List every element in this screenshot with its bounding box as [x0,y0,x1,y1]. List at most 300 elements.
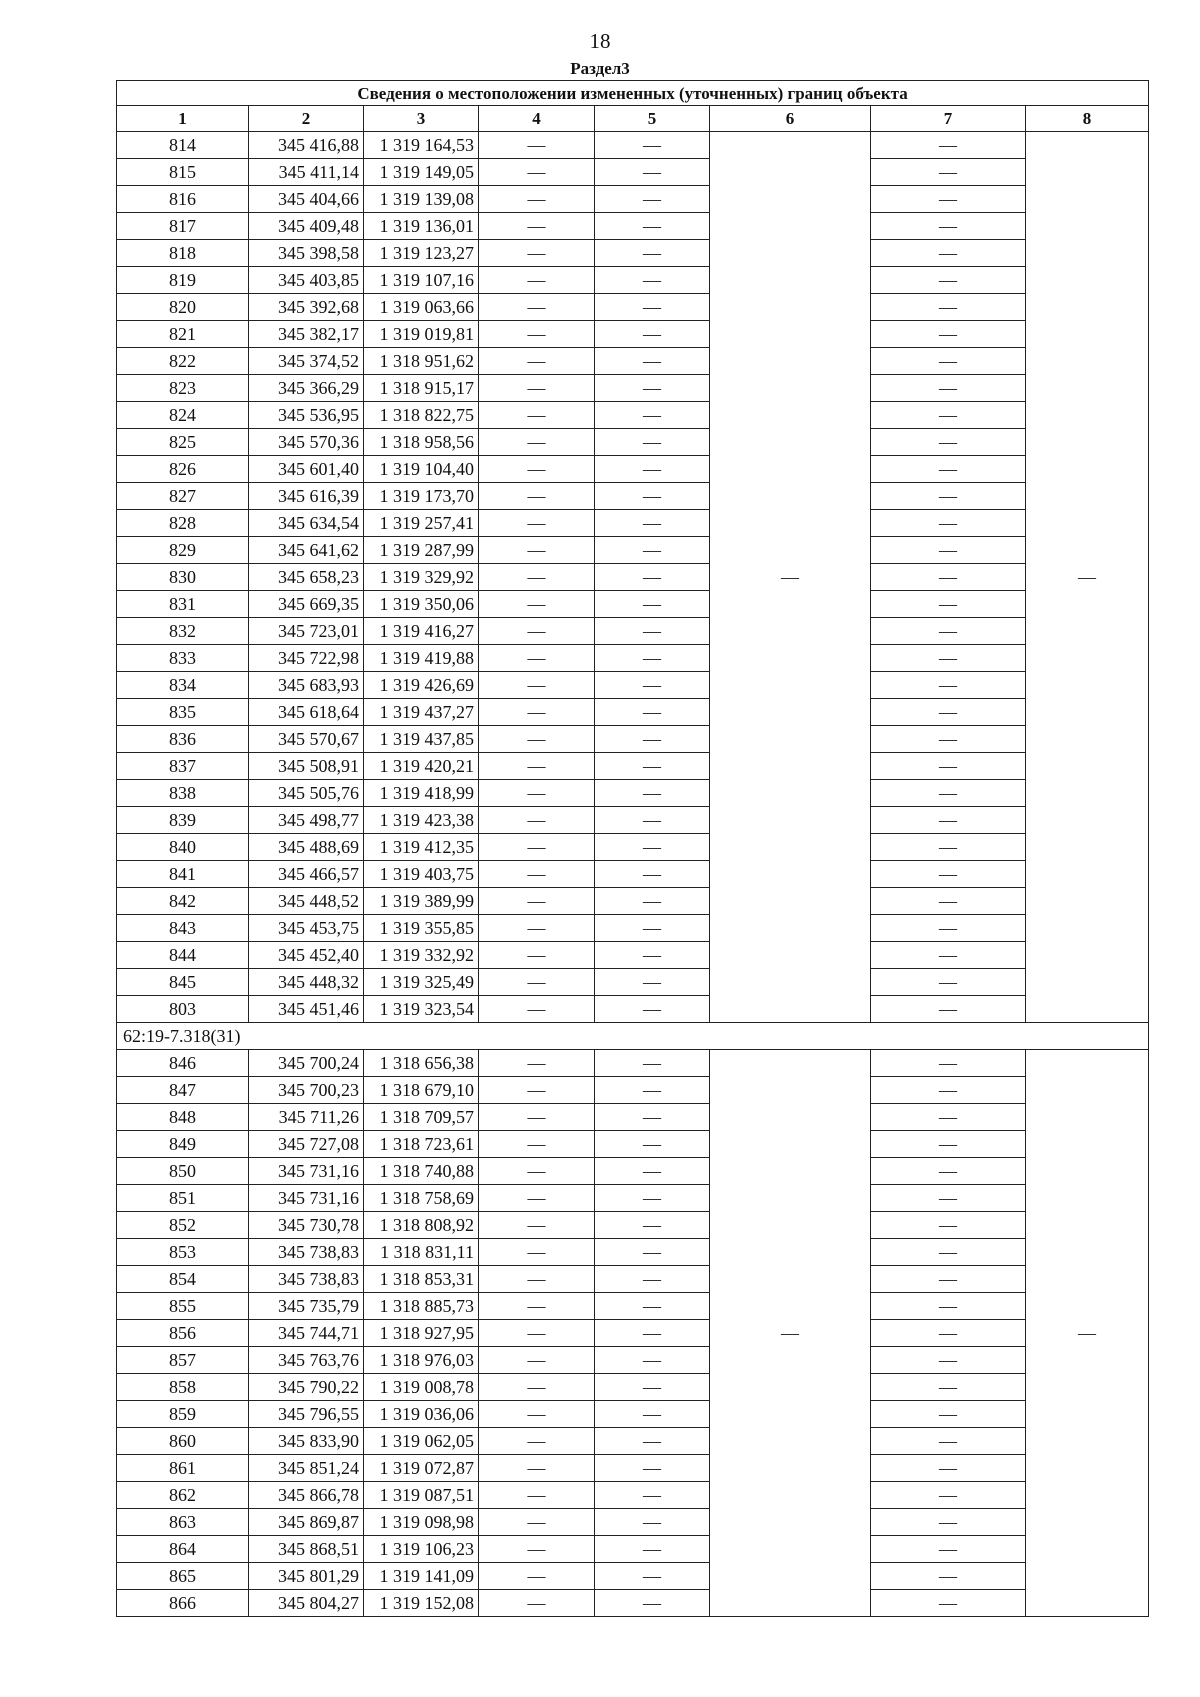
coordinate-x: 345 833,90 [249,1428,364,1455]
col5-value: — [595,942,710,969]
col5-value: — [595,510,710,537]
coordinate-y: 1 319 072,87 [364,1455,479,1482]
col7-value: — [871,1401,1026,1428]
coordinate-y: 1 319 426,69 [364,672,479,699]
coordinate-x: 345 727,08 [249,1131,364,1158]
col5-value: — [595,699,710,726]
table-row [117,240,1149,267]
col5-value: — [595,915,710,942]
col8-merged-value: — [1026,1050,1149,1617]
point-number: 834 [117,672,249,699]
table-row [117,510,1149,537]
col4-value: — [479,348,595,375]
table-row [117,645,1149,672]
coordinate-y: 1 318 853,31 [364,1266,479,1293]
table-row [117,1077,1149,1104]
point-number: 817 [117,213,249,240]
col7-value: — [871,348,1026,375]
coordinate-x: 345 868,51 [249,1536,364,1563]
group-label: 62:19-7.318(31) [117,1023,1149,1050]
col5-value: — [595,213,710,240]
col4-value: — [479,1563,595,1590]
coordinate-x: 345 731,16 [249,1158,364,1185]
column-number: 2 [249,106,364,132]
col5-value: — [595,456,710,483]
col7-value: — [871,1266,1026,1293]
col4-value: — [479,888,595,915]
point-number: 836 [117,726,249,753]
coordinate-x: 345 722,98 [249,645,364,672]
col4-value: — [479,672,595,699]
coordinate-x: 345 570,36 [249,429,364,456]
point-number: 848 [117,1104,249,1131]
col7-value: — [871,726,1026,753]
table-row [117,1347,1149,1374]
column-number: 4 [479,106,595,132]
coordinate-y: 1 319 412,35 [364,834,479,861]
table-row [117,1455,1149,1482]
col7-value: — [871,456,1026,483]
table-row [117,1536,1149,1563]
point-number: 846 [117,1050,249,1077]
point-number: 859 [117,1401,249,1428]
coordinate-y: 1 319 437,85 [364,726,479,753]
coordinate-x: 345 416,88 [249,132,364,159]
coordinate-y: 1 318 740,88 [364,1158,479,1185]
coordinate-y: 1 318 885,73 [364,1293,479,1320]
coordinate-x: 345 658,23 [249,564,364,591]
coordinate-y: 1 319 403,75 [364,861,479,888]
coordinate-y: 1 319 107,16 [364,267,479,294]
coordinate-x: 345 683,93 [249,672,364,699]
col4-value: — [479,456,595,483]
coordinate-y: 1 318 822,75 [364,402,479,429]
col7-value: — [871,1239,1026,1266]
col7-value: — [871,753,1026,780]
coordinate-y: 1 318 915,17 [364,375,479,402]
col4-value: — [479,1050,595,1077]
col5-value: — [595,1185,710,1212]
coordinate-y: 1 319 323,54 [364,996,479,1023]
col4-value: — [479,1131,595,1158]
coordinate-y: 1 319 418,99 [364,780,479,807]
table-row [117,861,1149,888]
col4-value: — [479,726,595,753]
col4-value: — [479,1266,595,1293]
table-row [117,726,1149,753]
col4-value: — [479,483,595,510]
col4-value: — [479,969,595,996]
coordinate-y: 1 319 019,81 [364,321,479,348]
point-number: 819 [117,267,249,294]
col7-value: — [871,510,1026,537]
coordinate-y: 1 319 329,92 [364,564,479,591]
point-number: 822 [117,348,249,375]
coordinate-x: 345 634,54 [249,510,364,537]
coordinate-y: 1 319 389,99 [364,888,479,915]
table-row [117,348,1149,375]
coordinate-y: 1 319 350,06 [364,591,479,618]
point-number: 856 [117,1320,249,1347]
col7-value: — [871,1590,1026,1617]
col4-value: — [479,861,595,888]
col5-value: — [595,186,710,213]
point-number: 864 [117,1536,249,1563]
coordinate-x: 345 700,23 [249,1077,364,1104]
point-number: 832 [117,618,249,645]
table-row [117,267,1149,294]
col5-value: — [595,1401,710,1428]
col7-value: — [871,159,1026,186]
col5-value: — [595,1455,710,1482]
col7-value: — [871,1482,1026,1509]
col4-value: — [479,1239,595,1266]
coordinate-x: 345 570,67 [249,726,364,753]
coordinate-x: 345 508,91 [249,753,364,780]
point-number: 831 [117,591,249,618]
column-number: 6 [710,106,871,132]
coordinate-y: 1 318 958,56 [364,429,479,456]
col7-value: — [871,861,1026,888]
col5-value: — [595,861,710,888]
coordinate-x: 345 392,68 [249,294,364,321]
coordinate-x: 345 466,57 [249,861,364,888]
table-row [117,402,1149,429]
col4-value: — [479,1320,595,1347]
boundary-coordinates-table [116,80,1149,1617]
col5-value: — [595,240,710,267]
point-number: 816 [117,186,249,213]
col5-value: — [595,645,710,672]
coordinate-y: 1 319 257,41 [364,510,479,537]
col4-value: — [479,1077,595,1104]
col4-value: — [479,510,595,537]
coordinate-x: 345 498,77 [249,807,364,834]
table-row [117,132,1149,159]
point-number: 865 [117,1563,249,1590]
col5-value: — [595,132,710,159]
point-number: 850 [117,1158,249,1185]
coordinate-y: 1 319 087,51 [364,1482,479,1509]
table-row [117,1158,1149,1185]
coordinate-y: 1 318 951,62 [364,348,479,375]
col4-value: — [479,159,595,186]
coordinate-x: 345 616,39 [249,483,364,510]
col7-value: — [871,402,1026,429]
coordinate-y: 1 319 437,27 [364,699,479,726]
col5-value: — [595,1563,710,1590]
col7-value: — [871,591,1026,618]
table-row [117,1482,1149,1509]
col6-merged-value: — [710,1050,871,1617]
point-number: 845 [117,969,249,996]
col7-value: — [871,834,1026,861]
col4-value: — [479,1455,595,1482]
col5-value: — [595,753,710,780]
coordinate-x: 345 488,69 [249,834,364,861]
col7-value: — [871,807,1026,834]
coordinate-x: 345 804,27 [249,1590,364,1617]
col4-value: — [479,402,595,429]
col7-value: — [871,1158,1026,1185]
table-row [117,213,1149,240]
coordinate-y: 1 319 419,88 [364,645,479,672]
col5-value: — [595,780,710,807]
col7-value: — [871,699,1026,726]
col7-value: — [871,1212,1026,1239]
coordinate-y: 1 319 423,38 [364,807,479,834]
point-number: 852 [117,1212,249,1239]
point-number: 842 [117,888,249,915]
point-number: 830 [117,564,249,591]
coordinate-x: 345 730,78 [249,1212,364,1239]
col4-value: — [479,1536,595,1563]
col4-value: — [479,618,595,645]
table-row [117,969,1149,996]
table-row [117,1104,1149,1131]
table-row [117,294,1149,321]
col4-value: — [479,537,595,564]
col5-value: — [595,672,710,699]
coordinate-x: 345 669,35 [249,591,364,618]
col6-merged-value: — [710,132,871,1023]
coordinate-y: 1 319 332,92 [364,942,479,969]
table-row [117,456,1149,483]
col5-value: — [595,429,710,456]
point-number: 857 [117,1347,249,1374]
col4-value: — [479,132,595,159]
table-row [117,1320,1149,1347]
coordinate-x: 345 618,64 [249,699,364,726]
coordinate-x: 345 700,24 [249,1050,364,1077]
col4-value: — [479,267,595,294]
coordinate-x: 345 796,55 [249,1401,364,1428]
coordinate-x: 345 851,24 [249,1455,364,1482]
table-row [117,996,1149,1023]
point-number: 854 [117,1266,249,1293]
col5-value: — [595,1509,710,1536]
col4-value: — [479,645,595,672]
col5-value: — [595,834,710,861]
column-number: 8 [1026,106,1149,132]
coordinate-x: 345 451,46 [249,996,364,1023]
col7-value: — [871,996,1026,1023]
coordinate-y: 1 318 927,95 [364,1320,479,1347]
point-number: 826 [117,456,249,483]
col7-value: — [871,1131,1026,1158]
column-number: 1 [117,106,249,132]
col5-value: — [595,402,710,429]
table-row [117,1185,1149,1212]
col5-value: — [595,159,710,186]
col7-value: — [871,375,1026,402]
col5-value: — [595,294,710,321]
table-row [117,915,1149,942]
col5-value: — [595,564,710,591]
col4-value: — [479,294,595,321]
section-title: Раздел3 [570,59,630,78]
col7-value: — [871,537,1026,564]
col7-value: — [871,1374,1026,1401]
point-number: 843 [117,915,249,942]
coordinate-y: 1 319 106,23 [364,1536,479,1563]
col4-value: — [479,375,595,402]
table-row [117,1590,1149,1617]
point-number: 844 [117,942,249,969]
col7-value: — [871,1320,1026,1347]
col7-value: — [871,915,1026,942]
coordinate-x: 345 453,75 [249,915,364,942]
col5-value: — [595,1131,710,1158]
col4-value: — [479,807,595,834]
col4-value: — [479,942,595,969]
col5-value: — [595,1104,710,1131]
col5-value: — [595,1590,710,1617]
point-number: 866 [117,1590,249,1617]
coordinate-y: 1 318 976,03 [364,1347,479,1374]
point-number: 803 [117,996,249,1023]
point-number: 863 [117,1509,249,1536]
table-row [117,591,1149,618]
col7-value: — [871,213,1026,240]
coordinate-x: 345 869,87 [249,1509,364,1536]
col7-value: — [871,1104,1026,1131]
coordinate-y: 1 319 287,99 [364,537,479,564]
col4-value: — [479,591,595,618]
table-row [117,1374,1149,1401]
group-label-row [117,1023,1149,1050]
table-row [117,1509,1149,1536]
col5-value: — [595,1347,710,1374]
coordinate-x: 345 452,40 [249,942,364,969]
col5-value: — [595,1212,710,1239]
col5-value: — [595,996,710,1023]
coordinate-x: 345 763,76 [249,1347,364,1374]
table-row [117,1401,1149,1428]
coordinate-y: 1 319 355,85 [364,915,479,942]
col4-value: — [479,564,595,591]
col4-value: — [479,1185,595,1212]
coordinate-y: 1 319 123,27 [364,240,479,267]
table-row [117,1293,1149,1320]
col5-value: — [595,1077,710,1104]
coordinate-x: 345 398,58 [249,240,364,267]
col7-value: — [871,267,1026,294]
table-row [117,780,1149,807]
col7-value: — [871,294,1026,321]
coordinate-x: 345 801,29 [249,1563,364,1590]
col4-value: — [479,1158,595,1185]
table-row [117,159,1149,186]
coordinate-x: 345 601,40 [249,456,364,483]
coordinate-x: 345 411,14 [249,159,364,186]
coordinate-y: 1 319 325,49 [364,969,479,996]
col5-value: — [595,267,710,294]
col7-value: — [871,618,1026,645]
col5-value: — [595,483,710,510]
col4-value: — [479,186,595,213]
coordinate-x: 345 738,83 [249,1239,364,1266]
coordinate-y: 1 319 141,09 [364,1563,479,1590]
col7-value: — [871,1536,1026,1563]
col7-value: — [871,942,1026,969]
col5-value: — [595,1293,710,1320]
table-row [117,888,1149,915]
coordinate-x: 345 366,29 [249,375,364,402]
col7-value: — [871,1347,1026,1374]
col4-value: — [479,1374,595,1401]
table-row [117,483,1149,510]
coordinate-y: 1 319 062,05 [364,1428,479,1455]
table-row [117,618,1149,645]
col5-value: — [595,1428,710,1455]
coordinate-x: 345 731,16 [249,1185,364,1212]
page-number: 18 [589,29,611,53]
col5-value: — [595,591,710,618]
col5-value: — [595,1482,710,1509]
coordinate-y: 1 319 136,01 [364,213,479,240]
coordinate-x: 345 866,78 [249,1482,364,1509]
col7-value: — [871,1293,1026,1320]
point-number: 829 [117,537,249,564]
coordinate-x: 345 641,62 [249,537,364,564]
table-row [117,753,1149,780]
point-number: 860 [117,1428,249,1455]
col4-value: — [479,429,595,456]
point-number: 858 [117,1374,249,1401]
coordinate-y: 1 319 173,70 [364,483,479,510]
col7-value: — [871,1455,1026,1482]
coordinate-y: 1 319 008,78 [364,1374,479,1401]
col5-value: — [595,1536,710,1563]
point-number: 821 [117,321,249,348]
coordinate-x: 345 403,85 [249,267,364,294]
point-number: 814 [117,132,249,159]
point-number: 839 [117,807,249,834]
col4-value: — [479,1428,595,1455]
coordinate-x: 345 790,22 [249,1374,364,1401]
point-number: 818 [117,240,249,267]
col5-value: — [595,726,710,753]
coordinate-y: 1 318 758,69 [364,1185,479,1212]
col5-value: — [595,348,710,375]
coordinate-x: 345 711,26 [249,1104,364,1131]
coordinate-y: 1 318 679,10 [364,1077,479,1104]
col5-value: — [595,1239,710,1266]
point-number: 833 [117,645,249,672]
column-number-row [117,106,1149,132]
col5-value: — [595,321,710,348]
point-number: 835 [117,699,249,726]
col8-merged-value: — [1026,132,1149,1023]
point-number: 855 [117,1293,249,1320]
table-row [117,807,1149,834]
col4-value: — [479,996,595,1023]
table-row [117,1212,1149,1239]
col5-value: — [595,1050,710,1077]
point-number: 824 [117,402,249,429]
point-number: 853 [117,1239,249,1266]
coordinate-x: 345 744,71 [249,1320,364,1347]
col5-value: — [595,888,710,915]
col4-value: — [479,699,595,726]
coordinate-x: 345 738,83 [249,1266,364,1293]
col4-value: — [479,1590,595,1617]
table-row [117,1131,1149,1158]
coordinate-x: 345 505,76 [249,780,364,807]
coordinate-y: 1 319 420,21 [364,753,479,780]
point-number: 849 [117,1131,249,1158]
